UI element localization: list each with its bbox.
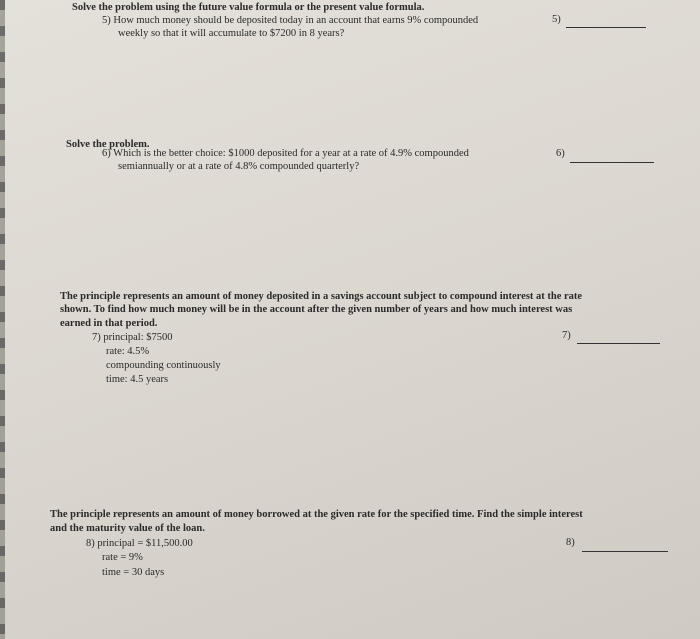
section1-heading: Solve the problem using the future value formula or the present value formula. xyxy=(72,2,425,13)
answer-8-label: 8) xyxy=(566,537,575,548)
answer-6-label: 6) xyxy=(556,148,565,159)
section3-intro-line3: earned in that period. xyxy=(60,318,158,329)
answer-5-label: 5) xyxy=(552,14,561,25)
question-7-compounding: compounding continuously xyxy=(106,360,221,371)
answer-5-line[interactable] xyxy=(566,27,646,28)
question-8-principal: 8) principal = $11,500.00 xyxy=(86,538,193,549)
question-7-rate: rate: 4.5% xyxy=(106,346,150,357)
question-8-rate: rate = 9% xyxy=(102,552,143,563)
question-6-line2: semiannually or at a rate of 4.8% compounded quarterly? xyxy=(118,161,360,172)
answer-8-line[interactable] xyxy=(582,551,668,552)
question-7-time: time: 4.5 years xyxy=(106,374,169,385)
section2-heading: Solve the problem. xyxy=(66,139,150,150)
question-5-line2: weekly so that it will accumulate to $7200 in 8 years? xyxy=(118,28,345,39)
question-7-principal: 7) principal: $7500 xyxy=(92,332,173,343)
section3-intro-line1: The principle represents an amount of money deposited in a savings account subject to compound interest at the rate xyxy=(60,291,583,302)
answer-7-line[interactable] xyxy=(577,343,660,344)
question-8-time: time = 30 days xyxy=(102,567,165,578)
section4-intro-line1: The principle represents an amount of money borrowed at the given rate for the specified time. Find the simple interest xyxy=(50,509,583,520)
answer-6-line[interactable] xyxy=(570,162,654,163)
answer-7-label: 7) xyxy=(562,330,571,341)
question-6-line1: 6) Which is the better choice: $1000 deposited for a year at a rate of 4.9% compounded xyxy=(102,148,469,159)
binding-edge xyxy=(0,0,5,639)
question-5-line1: 5) How much money should be deposited today in an account that earns 9% compounded xyxy=(102,15,479,26)
section4-intro-line2: and the maturity value of the loan. xyxy=(50,523,205,534)
section3-intro-line2: shown. To find how much money will be in the account after the given number of years and how much interest was xyxy=(60,304,573,315)
